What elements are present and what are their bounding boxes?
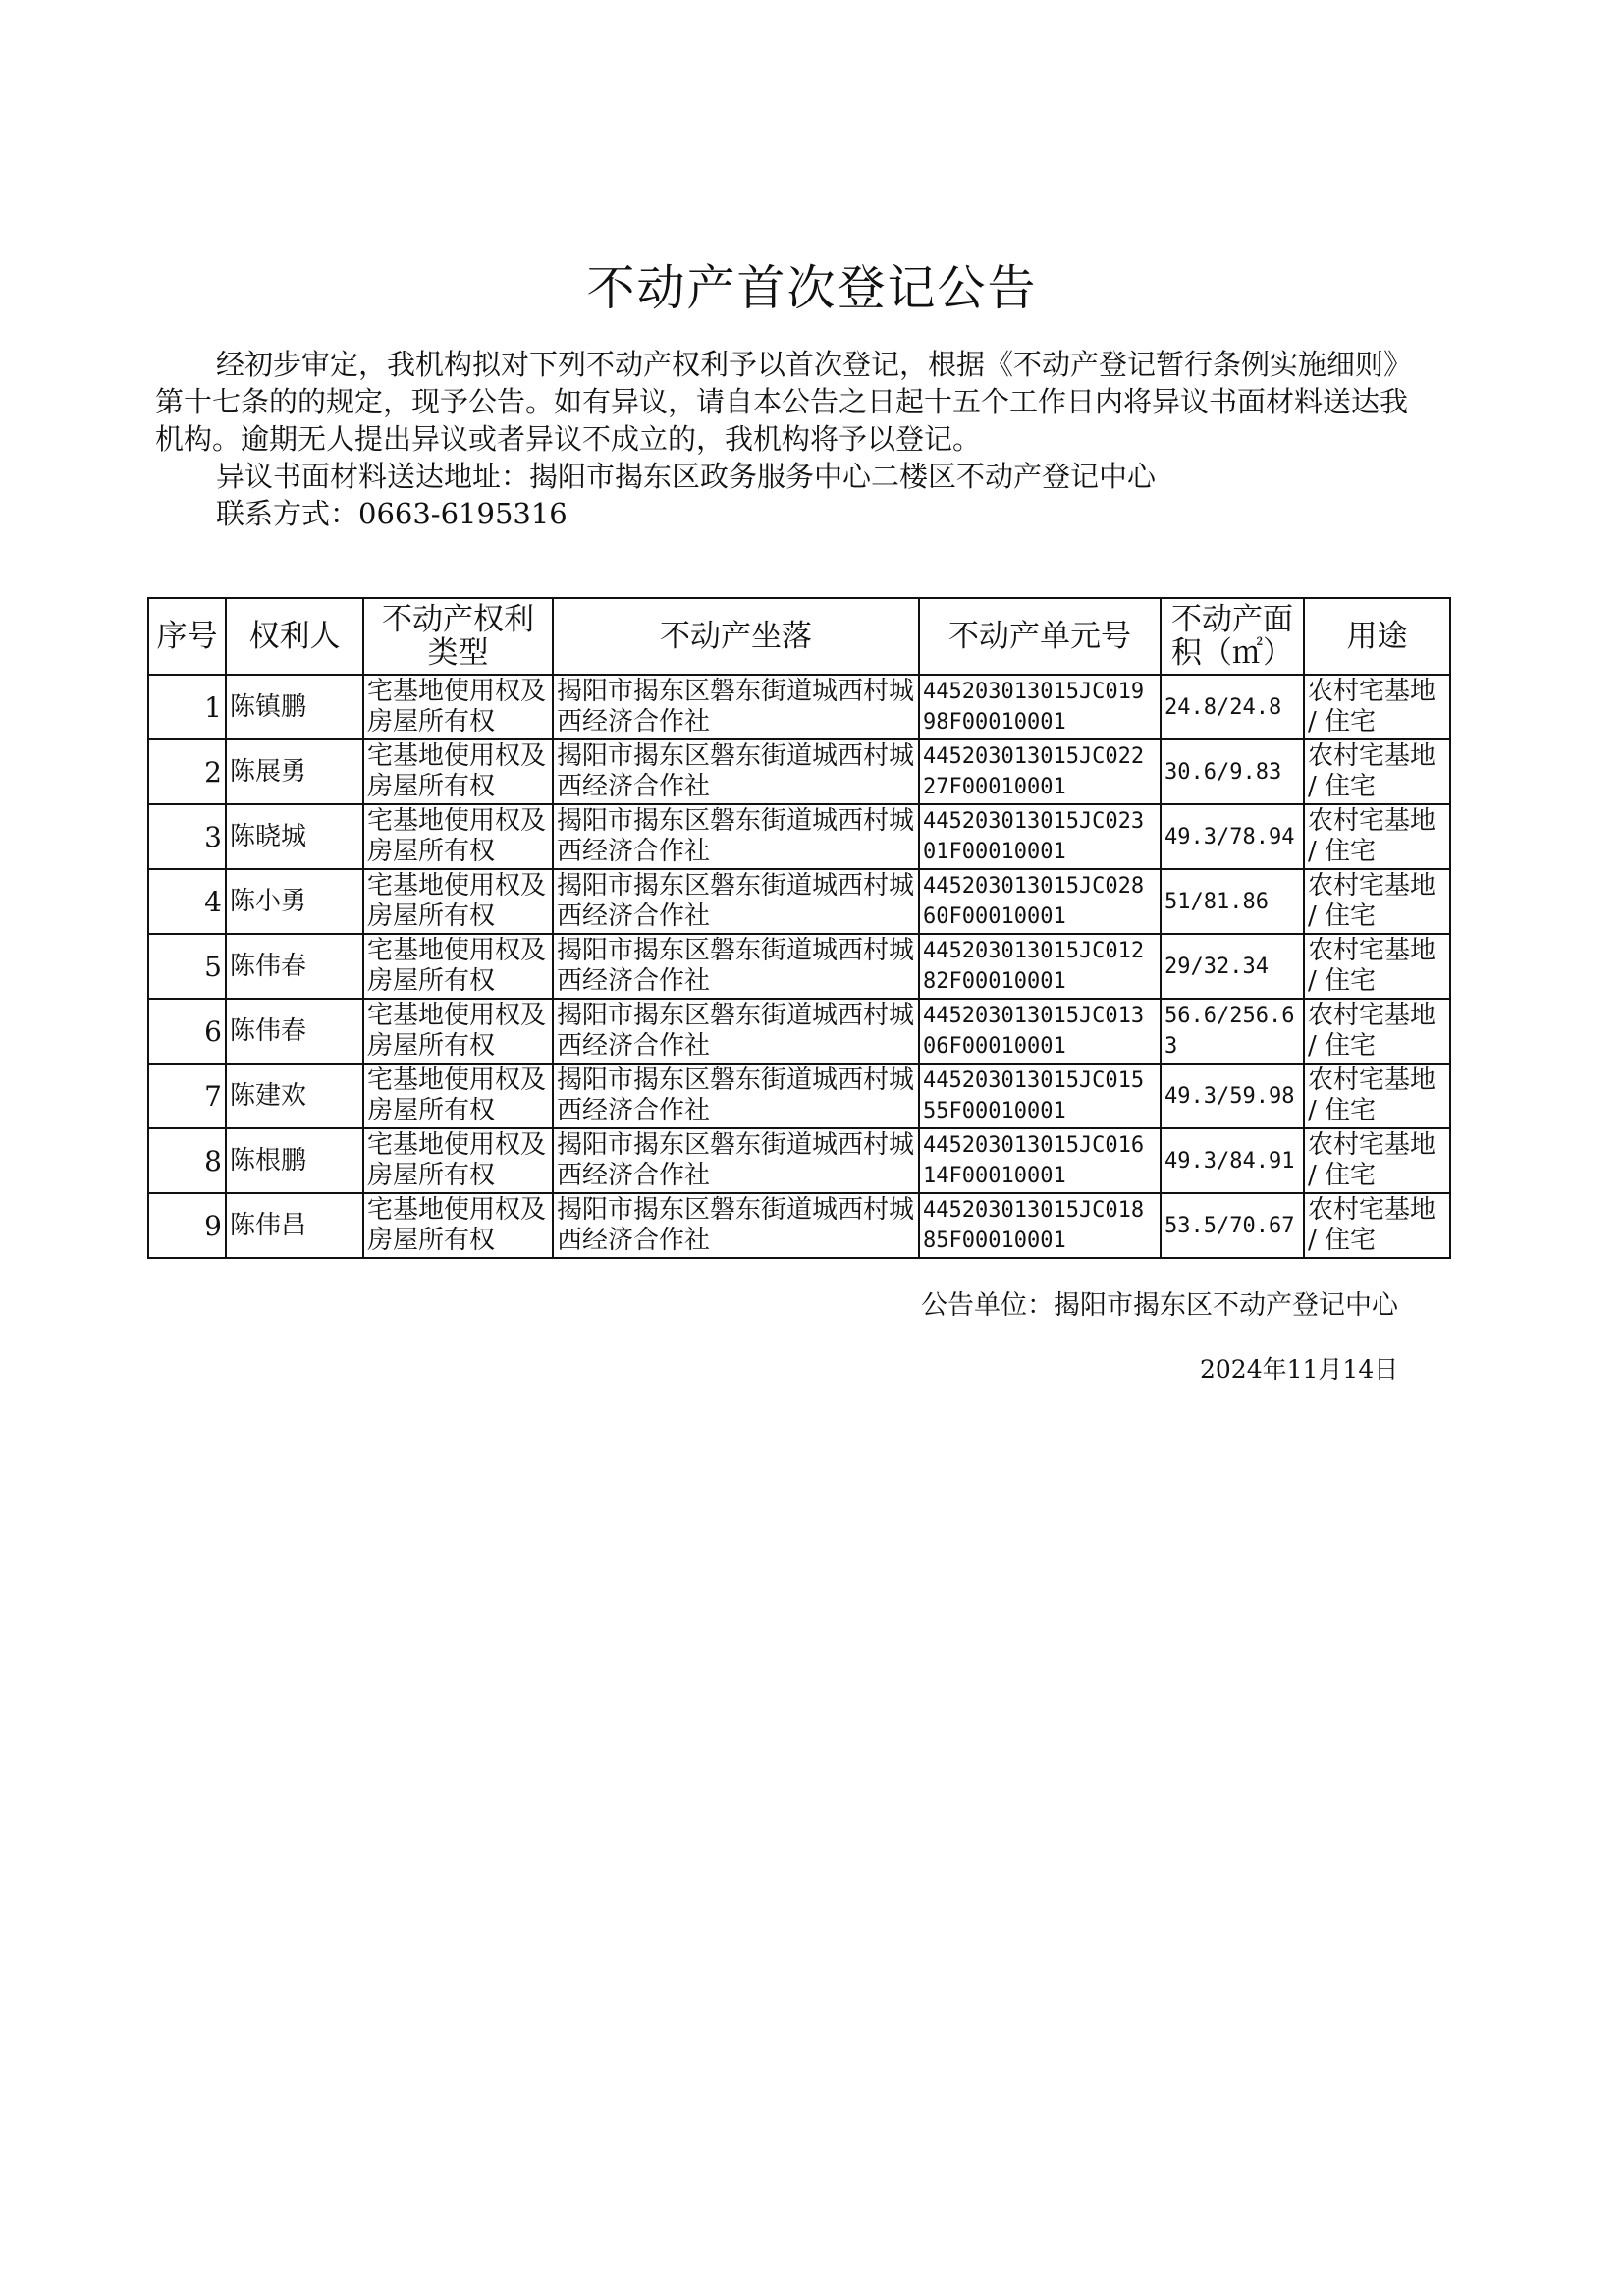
cell-usage: 农村宅基地 / 住宅 xyxy=(1304,999,1450,1064)
cell-owner: 陈伟昌 xyxy=(226,1193,363,1258)
cell-usage: 农村宅基地 / 住宅 xyxy=(1304,739,1450,804)
cell-area: 30.6/9.83 xyxy=(1161,739,1304,804)
cell-area: 51/81.86 xyxy=(1161,869,1304,934)
header-owner: 权利人 xyxy=(226,598,363,675)
cell-location: 揭阳市揭东区磐东街道城西村城西经济合作社 xyxy=(553,999,919,1064)
cell-location: 揭阳市揭东区磐东街道城西村城西经济合作社 xyxy=(553,675,919,739)
notice-date: 2024年11月14日 xyxy=(1200,1355,1399,1384)
cell-location: 揭阳市揭东区磐东街道城西村城西经济合作社 xyxy=(553,934,919,999)
table-row xyxy=(148,934,1450,999)
cell-location: 揭阳市揭东区磐东街道城西村城西经济合作社 xyxy=(553,1128,919,1193)
intro-section xyxy=(155,346,1432,532)
cell-owner: 陈根鹏 xyxy=(226,1128,363,1193)
issuing-organization: 公告单位：揭阳市揭东区不动产登记中心 xyxy=(921,1290,1398,1321)
contact-info: 联系方式：0663-6195316 xyxy=(216,497,568,530)
cell-area: 56.6/256.63 xyxy=(1161,999,1304,1064)
cell-right-type: 宅基地使用权及房屋所有权 xyxy=(363,999,553,1064)
header-usage: 用途 xyxy=(1304,598,1450,675)
header-location: 不动产坐落 xyxy=(553,598,919,675)
header-right-type: 不动产权利类型 xyxy=(363,598,553,675)
cell-owner: 陈伟春 xyxy=(226,999,363,1064)
cell-unit-number: 445203013015JC01306F00010001 xyxy=(919,999,1161,1064)
cell-unit-number: 445203013015JC01282F00010001 xyxy=(919,934,1161,999)
header-seq: 序号 xyxy=(148,598,226,675)
cell-seq: 5 xyxy=(148,934,226,999)
cell-right-type: 宅基地使用权及房屋所有权 xyxy=(363,869,553,934)
cell-usage: 农村宅基地 / 住宅 xyxy=(1304,869,1450,934)
cell-area: 24.8/24.8 xyxy=(1161,675,1304,739)
cell-location: 揭阳市揭东区磐东街道城西村城西经济合作社 xyxy=(553,804,919,869)
cell-owner: 陈晓城 xyxy=(226,804,363,869)
cell-usage: 农村宅基地 / 住宅 xyxy=(1304,1193,1450,1258)
cell-owner: 陈小勇 xyxy=(226,869,363,934)
cell-seq: 8 xyxy=(148,1128,226,1193)
cell-seq: 1 xyxy=(148,675,226,739)
cell-right-type: 宅基地使用权及房屋所有权 xyxy=(363,1064,553,1128)
cell-right-type: 宅基地使用权及房屋所有权 xyxy=(363,1193,553,1258)
notice-paragraph: 经初步审定，我机构拟对下列不动产权利予以首次登记，根据《不动产登记暂行条例实施细则》第十七条的的规定，现予公告。如有异议，请自本公告之日起十五个工作日内将异议书面材料送达我机构。逾期无人提出异议或者异议不成立的，我机构将予以登记。 xyxy=(155,348,1413,456)
header-unit-number: 不动产单元号 xyxy=(919,598,1161,675)
table-row xyxy=(148,804,1450,869)
cell-unit-number: 445203013015JC01885F00010001 xyxy=(919,1193,1161,1258)
table-row xyxy=(148,1064,1450,1128)
table-row xyxy=(148,739,1450,804)
document-title: 不动产首次登记公告 xyxy=(586,259,1038,316)
cell-unit-number: 445203013015JC01614F00010001 xyxy=(919,1128,1161,1193)
cell-seq: 7 xyxy=(148,1064,226,1128)
cell-usage: 农村宅基地 / 住宅 xyxy=(1304,934,1450,999)
cell-owner: 陈伟春 xyxy=(226,934,363,999)
cell-owner: 陈镇鹏 xyxy=(226,675,363,739)
header-area: 不动产面积（㎡） xyxy=(1161,598,1304,675)
cell-area: 49.3/78.94 xyxy=(1161,804,1304,869)
table-header-row xyxy=(148,598,1450,675)
cell-unit-number: 445203013015JC01998F00010001 xyxy=(919,675,1161,739)
cell-right-type: 宅基地使用权及房屋所有权 xyxy=(363,1128,553,1193)
cell-usage: 农村宅基地 / 住宅 xyxy=(1304,1064,1450,1128)
cell-right-type: 宅基地使用权及房屋所有权 xyxy=(363,934,553,999)
cell-location: 揭阳市揭东区磐东街道城西村城西经济合作社 xyxy=(553,869,919,934)
table-row xyxy=(148,1193,1450,1258)
cell-area: 49.3/59.98 xyxy=(1161,1064,1304,1128)
cell-unit-number: 445203013015JC02301F00010001 xyxy=(919,804,1161,869)
table-body xyxy=(148,675,1450,1258)
cell-area: 29/32.34 xyxy=(1161,934,1304,999)
cell-area: 53.5/70.67 xyxy=(1161,1193,1304,1258)
cell-unit-number: 445203013015JC01555F00010001 xyxy=(919,1064,1161,1128)
cell-usage: 农村宅基地 / 住宅 xyxy=(1304,1128,1450,1193)
objection-address: 异议书面材料送达地址：揭阳市揭东区政务服务中心二楼区不动产登记中心 xyxy=(216,460,1157,493)
cell-location: 揭阳市揭东区磐东街道城西村城西经济合作社 xyxy=(553,1193,919,1258)
cell-seq: 9 xyxy=(148,1193,226,1258)
cell-seq: 4 xyxy=(148,869,226,934)
cell-owner: 陈展勇 xyxy=(226,739,363,804)
cell-usage: 农村宅基地 / 住宅 xyxy=(1304,675,1450,739)
cell-owner: 陈建欢 xyxy=(226,1064,363,1128)
cell-unit-number: 445203013015JC02227F00010001 xyxy=(919,739,1161,804)
cell-right-type: 宅基地使用权及房屋所有权 xyxy=(363,675,553,739)
registration-table xyxy=(147,597,1451,1259)
cell-unit-number: 445203013015JC02860F00010001 xyxy=(919,869,1161,934)
cell-location: 揭阳市揭东区磐东街道城西村城西经济合作社 xyxy=(553,1064,919,1128)
table-row xyxy=(148,1128,1450,1193)
table-row xyxy=(148,675,1450,739)
cell-right-type: 宅基地使用权及房屋所有权 xyxy=(363,739,553,804)
cell-seq: 6 xyxy=(148,999,226,1064)
cell-location: 揭阳市揭东区磐东街道城西村城西经济合作社 xyxy=(553,739,919,804)
cell-usage: 农村宅基地 / 住宅 xyxy=(1304,804,1450,869)
cell-seq: 3 xyxy=(148,804,226,869)
cell-right-type: 宅基地使用权及房屋所有权 xyxy=(363,804,553,869)
table-row xyxy=(148,869,1450,934)
table-row xyxy=(148,999,1450,1064)
cell-seq: 2 xyxy=(148,739,226,804)
cell-area: 49.3/84.91 xyxy=(1161,1128,1304,1193)
